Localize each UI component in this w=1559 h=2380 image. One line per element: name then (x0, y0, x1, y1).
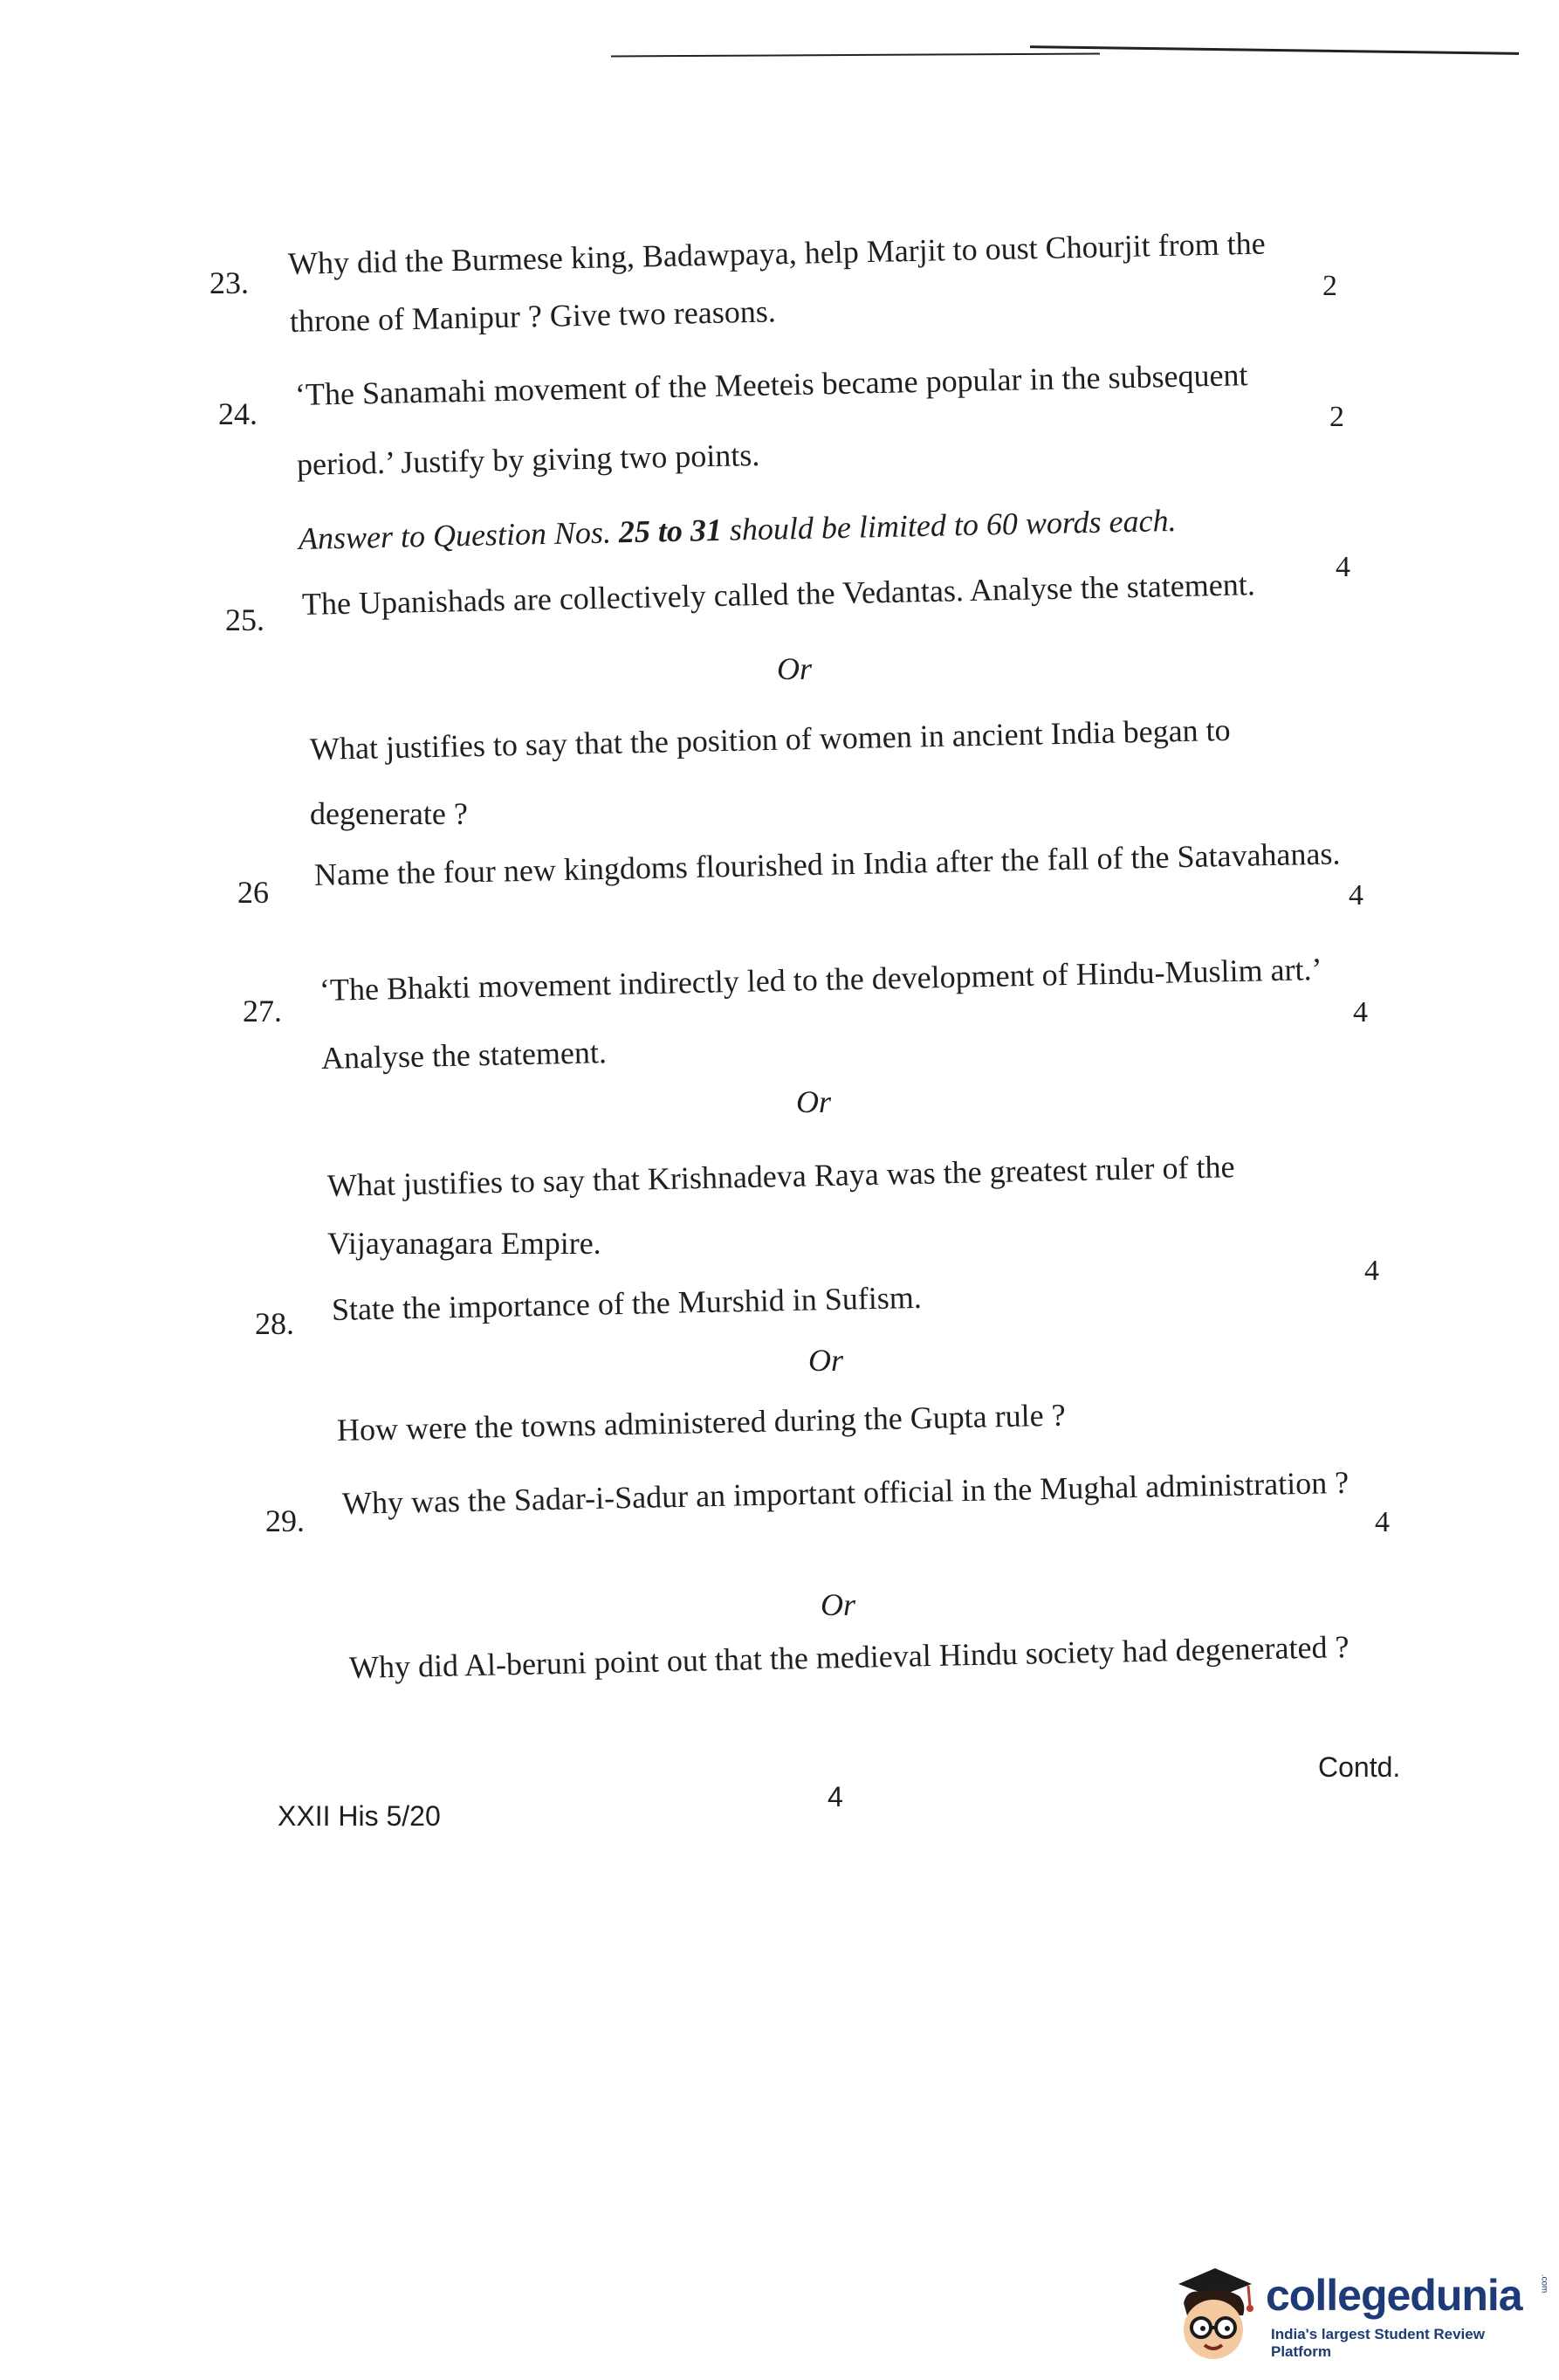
page-number: 4 (828, 1781, 843, 1813)
question-text: period.’ Justify by giving two points. (296, 437, 760, 482)
question-marks: 2 (1322, 270, 1337, 302)
instruction-range: 25 to 31 (618, 512, 723, 550)
question-text: Why was the Sadar-i-Sadur an important official in the Mughal administration ? (341, 1464, 1350, 1521)
question-text: Analyse the statement. (320, 1035, 608, 1076)
question-marks: 2 (1329, 401, 1344, 433)
paper-code: XXII His 5/20 (278, 1800, 441, 1832)
question-number: 23. (209, 265, 249, 300)
header-rule (1030, 45, 1519, 55)
question-text: ‘The Sanamahi movement of the Meeteis became popular in the subsequent (294, 357, 1248, 412)
question-text: State the importance of the Murshid in Sufism. (331, 1279, 923, 1327)
alternative-question-text: Why did Al-beruni point out that the medieval Hindu society had degenerated ? (348, 1629, 1350, 1685)
question-text: Name the four new kingdoms flourished in India after the fall of the Satavahanas. (313, 836, 1341, 892)
section-instruction (299, 501, 1177, 558)
alternative-question-text: How were the towns administered during the Gupta rule ? (336, 1397, 1067, 1448)
question-number: 27. (243, 994, 282, 1028)
alternative-question-text: What justifies to say that the position of women in ancient India began to (309, 712, 1231, 767)
or-separator: Or (796, 1084, 832, 1119)
question-marks: 4 (1349, 879, 1363, 911)
logo-domain-suffix: .com (1539, 2273, 1549, 2294)
question-number: 25. (225, 602, 264, 637)
or-separator: Or (808, 1343, 844, 1378)
or-separator: Or (821, 1587, 856, 1622)
logo-wordmark: collegedunia (1266, 2271, 1522, 2320)
question-text: The Upanishads are collectively called the Vedantas. Analyse the statement. (301, 567, 1256, 622)
question-number: 28. (255, 1306, 294, 1341)
instruction-suffix: should be limited to 60 words each. (729, 502, 1177, 547)
question-text: throne of Manipur ? Give two reasons. (289, 293, 777, 339)
question-number: 24. (218, 396, 258, 431)
alternative-question-text: Vijayanagara Empire. (327, 1226, 601, 1261)
question-marks: 4 (1336, 551, 1350, 583)
logo-tagline: India's largest Student Review Platform (1271, 2326, 1485, 2360)
mascot-icon (1161, 2253, 1266, 2366)
question-marks: 4 (1353, 996, 1368, 1028)
question-text: ‘The Bhakti movement indirectly led to the development of Hindu-Muslim art.’ (319, 951, 1322, 1008)
alternative-question-text: What justifies to say that Krishnadeva Raya was the greatest ruler of the (326, 1149, 1235, 1203)
alternative-question-text: degenerate ? (310, 796, 468, 831)
question-number: 26 (237, 875, 269, 910)
continued-label: Contd. (1318, 1751, 1401, 1783)
question-text: Why did the Burmese king, Badawpaya, help Marjit to oust Chourjit from the (287, 225, 1266, 281)
collegedunia-logo (1161, 2253, 1549, 2366)
question-marks: 4 (1375, 1506, 1390, 1538)
or-separator: Or (777, 651, 813, 686)
header-rule (611, 53, 1100, 58)
instruction-prefix: Answer to Question Nos. (298, 514, 612, 556)
question-marks: 4 (1364, 1255, 1379, 1287)
question-number: 29. (265, 1503, 305, 1538)
